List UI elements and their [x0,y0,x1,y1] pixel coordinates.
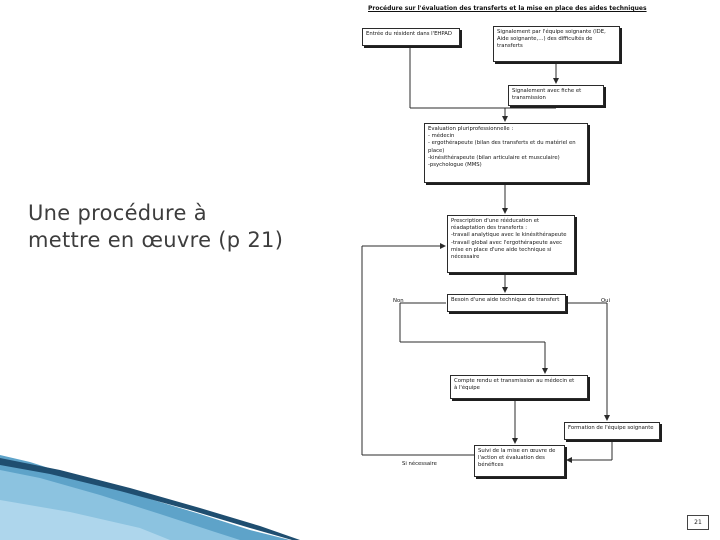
label-if-needed: Si nécessaire [402,461,437,467]
box-need-aid: Besoin d'une aide technique de transfert [447,294,566,312]
flowchart-title: Procédure sur l'évaluation des transferts et la mise en place des aides techniques [368,5,647,12]
box-evaluation: Evaluation pluriprofessionnelle : - médecin - ergothérapeute (bilan des transferts et du matériel en place) -kinésithérapeute (bilan articulaire et musculaire) -psychologue (MMS) [424,123,588,183]
page-number: 21 [687,515,709,530]
slide-title-text: Une procédure à mettre en œuvre (p 21) [28,201,284,252]
box-report: Compte rendu et transmission au médecin et à l'équipe [450,375,588,399]
label-no: Non [393,298,404,304]
box-follow-up: Suivi de la mise en œuvre de l'action et évaluation des bénéfices [474,445,565,477]
box-signal-form: Signalement avec fiche et transmission [508,85,604,106]
box-signal-team: Signalement par l'équipe soignante (IDE, Aide soignante,…) des difficultés de transferts [493,26,620,62]
box-training: Formation de l'équipe soignante [564,422,660,440]
box-entry: Entrée du résident dans l'EHPAD [362,28,460,46]
box-reeducation: Prescription d'une rééducation et réadaptation des transferts : -travail analytique avec le kinésithérapeute -travail global avec l'ergothérapeute avec mise en place d'une aide technique si nécessaire [447,215,575,273]
label-yes: Oui [601,298,610,304]
